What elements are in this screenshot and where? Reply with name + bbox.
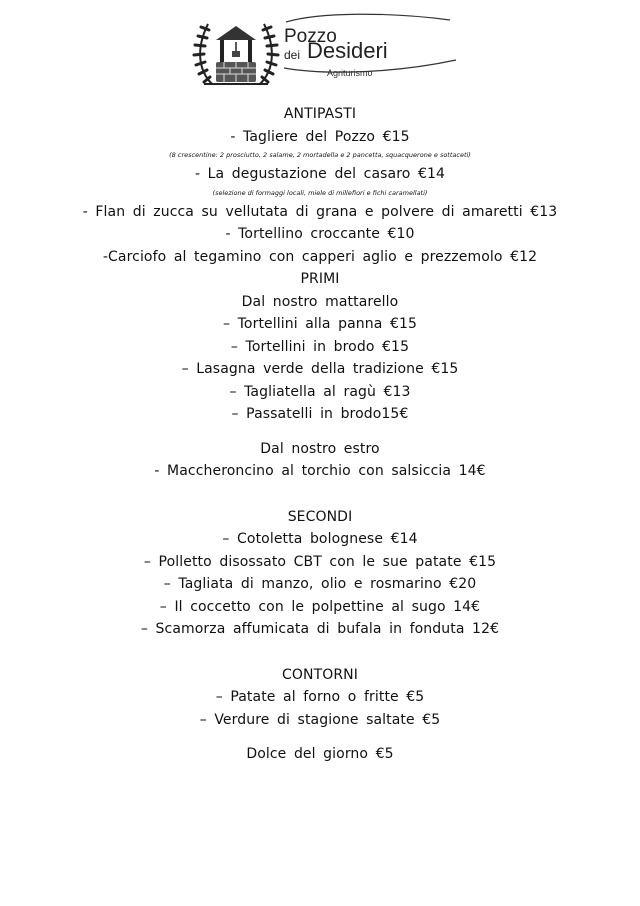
section-subtitle: Dal nostro mattarello (241, 293, 399, 310)
menu-item: – Patate al forno o fritte €5 (215, 689, 425, 705)
menu-item: – Cotoletta bolognese €14 (222, 531, 418, 547)
logo-name-pozzo: Pozzo (284, 26, 337, 47)
menu-item: – Tortellini alla panna €15 (223, 316, 417, 332)
menu-item: – Lasagna verde della tradizione €15 (181, 361, 459, 377)
menu-item: - Tagliere del Pozzo €15 (230, 128, 410, 145)
dessert-item: Dolce del giorno €5 (246, 746, 394, 762)
menu-list (0, 103, 640, 766)
logo-name-dei: dei (284, 48, 301, 62)
menu-item: – Passatelli in brodo15€ (231, 406, 409, 422)
menu-item: -Carciofo al tegamino con capperi aglio e prezzemolo €12 (102, 248, 538, 265)
agriturismo-logo (190, 10, 460, 90)
logo-name-desideri: Desideri (307, 38, 388, 63)
menu-item: - Tortellino croccante €10 (225, 226, 415, 242)
section-title-contorni: CONTORNI (282, 666, 358, 683)
section-title-secondi: SECONDI (287, 508, 353, 525)
menu-item-note: (selezione di formaggi locali, miele di millefiori e fichi caramellati) (212, 188, 428, 197)
section-title-primi: PRIMI (300, 271, 340, 287)
section-subtitle: Dal nostro estro (260, 440, 380, 457)
menu-item: – Il coccetto con le polpettine al sugo 14€ (159, 598, 481, 615)
menu-item: – Verdure di stagione saltate €5 (199, 711, 441, 728)
menu-item: – Polletto disossato CBT con le sue patate €15 (143, 553, 497, 570)
menu-item: – Scamorza affumicata di bufala in fonduta 12€ (140, 621, 500, 637)
menu-item: - Flan di zucca su vellutata di grana e polvere di amaretti €13 (82, 203, 558, 220)
menu-item-note: (8 crescentine: 2 prosciutto, 2 salame, 2 mortadella e 2 pancetta, squacquerone e sottaceti) (169, 151, 471, 159)
menu-item: – Tagliata di manzo, olio e rosmarino €20 (163, 576, 477, 592)
menu-item: - La degustazione del casaro €14 (194, 166, 446, 182)
menu-item: - Maccheroncino al torchio con salsiccia 14€ (154, 463, 486, 479)
menu-item: – Tortellini in brodo €15 (230, 338, 410, 355)
well-emblem-icon (190, 10, 282, 90)
menu-item: – Tagliatella al ragù €13 (229, 383, 411, 400)
section-title-antipasti: ANTIPASTI (283, 106, 357, 122)
logo-subtitle: Agriturismo (327, 68, 373, 78)
